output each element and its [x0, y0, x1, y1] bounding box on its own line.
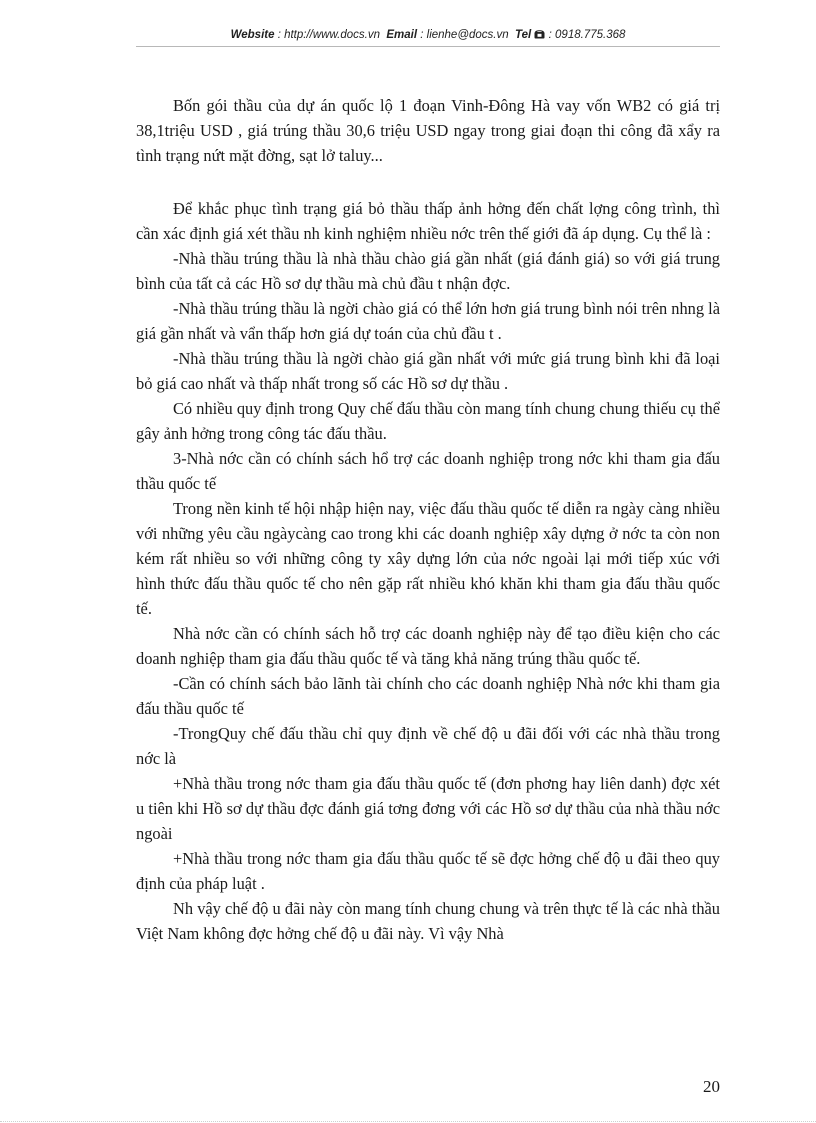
tel-value: : 0918.775.368 — [548, 29, 626, 41]
footer-divider — [0, 1121, 816, 1122]
email-label: Email — [386, 29, 418, 41]
document-body — [136, 93, 720, 946]
paragraph: -Nhà thầu trúng thầu là ngời chào giá gần nhất với mức giá trung bình khi đã loại bỏ giá cao nhất và thấp nhất trong số các Hồ sơ dự thầu . — [136, 349, 720, 393]
paragraph: -Cần có chính sách bảo lãnh tài chính cho các doanh nghiệp Nhà nớc khi tham gia đấu thầu quốc tế — [136, 674, 720, 718]
website-value: : http://www.docs.vn — [277, 29, 380, 41]
paragraph: Bốn gói thầu của dự án quốc lộ 1 đoạn Vinh-Đông Hà vay vốn WB2 có giá trị 38,1triệu USD , giá trúng thầu 30,6 triệu USD ngay trong giai đoạn thi công đã xẩy ra tình trạng nứt mặt đờng, sạt lở taluy... — [136, 96, 720, 165]
website-label: Website — [230, 29, 275, 41]
phone-icon — [534, 29, 545, 39]
paragraph: Nhà nớc cần có chính sách hỗ trợ các doanh nghiệp này để tạo điều kiện cho các doanh nghiệp tham gia đấu thầu quốc tế và tăng khả năng trúng thầu quốc tế. — [136, 624, 720, 668]
email-value: : lienhe@docs.vn — [420, 29, 509, 41]
section-heading: 3-Nhà nớc cần có chính sách hổ trợ các doanh nghiệp trong nớc khi tham gia đấu thầu quốc tế — [136, 449, 720, 493]
paragraph: Để khắc phục tình trạng giá bỏ thầu thấp ảnh hởng đến chất lợng công trình, thì cần xác định giá xét thầu nh kinh nghiệm nhiều nớc trên thế giới đã áp dụng. Cụ thể là : — [136, 199, 720, 243]
page-number: 20 — [703, 1077, 720, 1096]
paragraph: -Nhà thầu trúng thầu là ngời chào giá có thể lớn hơn giá trung bình nói trên nhng là giá gần nhất và vẩn thấp hơn giá dự toán của chủ đầu t . — [136, 299, 720, 343]
paragraph: Có nhiều quy định trong Quy chế đấu thầu còn mang tính chung chung thiếu cụ thể gây ảnh hởng trong công tác đấu thầu. — [136, 399, 720, 443]
header-divider — [136, 46, 720, 47]
paragraph: +Nhà thầu trong nớc tham gia đấu thầu quốc tế sẽ đợc hởng chế độ u đãi theo quy định của pháp luật . — [136, 849, 720, 893]
tel-label: Tel — [515, 29, 532, 41]
paragraph: Trong nền kinh tế hội nhập hiện nay, việc đấu thầu quốc tế diễn ra ngày càng nhiều với những yêu cầu ngàycàng cao trong khi các doanh nghiệp xây dựng ở nớc ta còn non kém rất nhiều so với những công ty xây dựng lớn của nớc ngoài lại mới tiếp xúc với hình thức đấu thầu quốc tế cho nên gặp rất nhiều khó khăn khi tham gia đấu thầu quốc tế. — [136, 499, 720, 618]
paragraph: -Nhà thầu trúng thầu là nhà thầu chào giá gần nhất (giá đánh giá) so với giá trung bình của tất cả các Hồ sơ dự thầu mà chủ đầu t nhận đợc. — [136, 249, 720, 293]
page-header — [136, 29, 720, 41]
paragraph: +Nhà thầu trong nớc tham gia đấu thầu quốc tế (đơn phơng hay liên danh) đợc xét u tiên khi Hồ sơ dự thầu đợc đánh giá tơng đơng với các Hồ sơ dự thầu của nhà thầu nớc ngoài — [136, 774, 720, 843]
paragraph: Nh vậy chế độ u đãi này còn mang tính chung chung và trên thực tế là các nhà thầu Việt Nam không đợc hởng chế độ u đãi này. Vì vậy Nhà — [136, 899, 720, 943]
paragraph: -TrongQuy chế đấu thầu chỉ quy định về chế độ u đãi đối với các nhà thầu trong nớc là — [136, 724, 720, 768]
